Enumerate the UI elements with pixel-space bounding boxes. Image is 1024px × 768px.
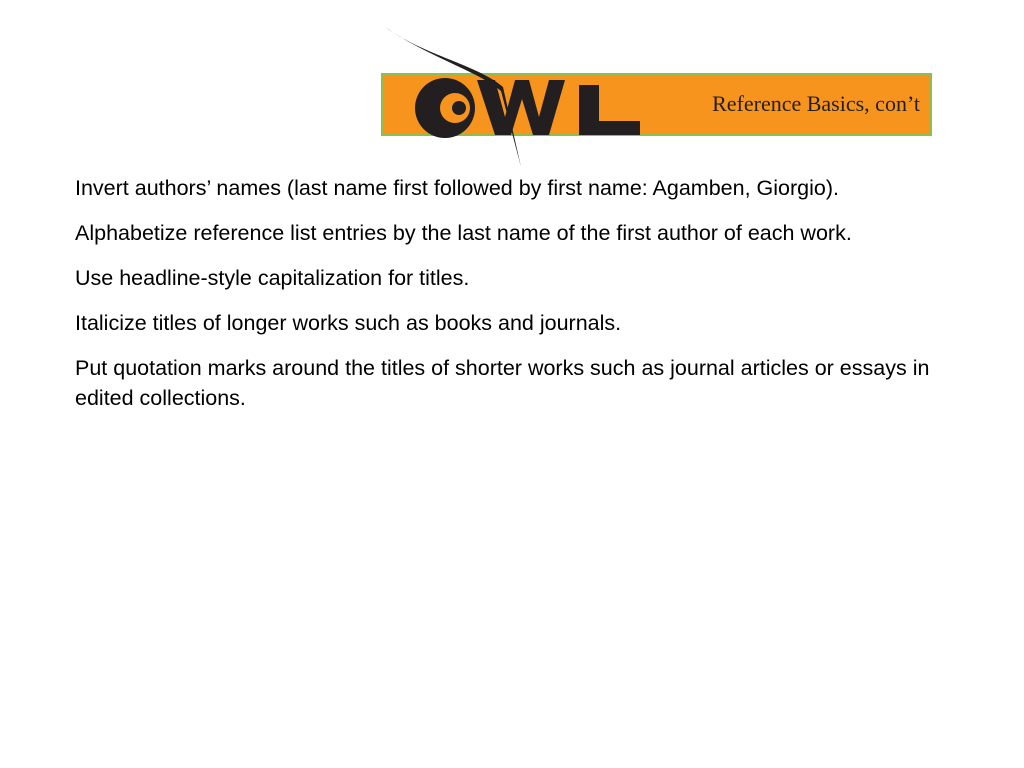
bullet-item-5: Put quotation marks around the titles of shorter works such as journal articles or essays in edited collections.	[75, 356, 930, 410]
owl-logo-w	[477, 80, 565, 135]
bullet-item-4: Italicize titles of longer works such as books and journals.	[75, 311, 622, 335]
bullet-item-2: Alphabetize reference list entries by the last name of the first author of each work.	[75, 221, 852, 245]
bullet-list	[75, 173, 965, 428]
bullet-item-3: Use headline-style capitalization for titles.	[75, 266, 470, 290]
slide-title: Reference Basics, con’t	[712, 91, 920, 116]
bullet-item-1: Invert authors’ names (last name first followed by first name: Agamben, Giorgio).	[75, 176, 839, 200]
owl-logo-l	[579, 85, 640, 135]
owl-logo	[383, 25, 643, 170]
